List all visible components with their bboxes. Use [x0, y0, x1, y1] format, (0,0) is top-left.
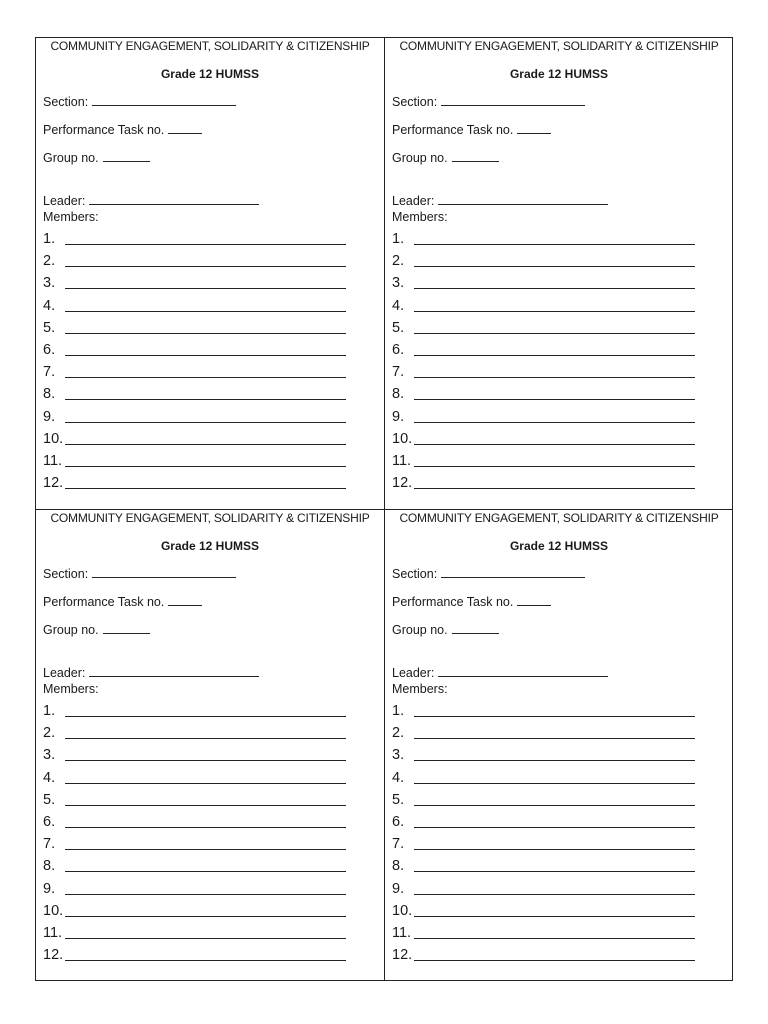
member-name-blank[interactable] — [65, 244, 346, 245]
member-number: 6. — [392, 813, 405, 830]
member-number: 8. — [43, 386, 56, 403]
group-blank[interactable] — [103, 150, 150, 162]
member-row[interactable] — [392, 274, 712, 296]
member-name-blank[interactable] — [65, 333, 346, 334]
member-name-blank[interactable] — [414, 333, 695, 334]
member-number: 11. — [392, 452, 412, 469]
member-name-blank[interactable] — [414, 311, 695, 312]
member-name-blank[interactable] — [414, 288, 695, 289]
member-name-blank[interactable] — [65, 422, 346, 423]
member-row[interactable] — [43, 430, 363, 452]
member-name-blank[interactable] — [65, 399, 346, 400]
member-number: 7. — [43, 836, 56, 853]
member-row[interactable] — [43, 813, 363, 835]
member-number: 11. — [43, 452, 63, 469]
member-name-blank[interactable] — [414, 716, 695, 717]
member-row[interactable] — [392, 835, 712, 857]
member-number: 9. — [43, 408, 56, 425]
member-name-blank[interactable] — [414, 466, 695, 467]
member-row[interactable] — [43, 791, 363, 813]
members-label: Members: — [392, 210, 448, 224]
leader-field[interactable] — [43, 665, 259, 680]
member-row[interactable] — [43, 297, 363, 319]
member-name-blank[interactable] — [414, 355, 695, 356]
task-label: Performance Task no. — [43, 123, 165, 137]
member-number: 12. — [43, 475, 64, 492]
member-number: 2. — [392, 725, 405, 742]
member-name-blank[interactable] — [414, 783, 695, 784]
member-row[interactable] — [43, 452, 363, 474]
group-label: Group no. — [43, 623, 99, 637]
members-list — [43, 230, 363, 496]
task-blank[interactable] — [168, 594, 202, 606]
member-number: 12. — [392, 947, 413, 964]
group-label: Group no. — [43, 151, 99, 165]
members-list — [43, 702, 363, 968]
member-number: 3. — [43, 275, 56, 292]
form-title: COMMUNITY ENGAGEMENT, SOLIDARITY & CITIZENSHIP — [399, 39, 719, 53]
members-label: Members: — [392, 682, 448, 696]
form-title: COMMUNITY ENGAGEMENT, SOLIDARITY & CITIZENSHIP — [50, 511, 370, 525]
leader-blank[interactable] — [438, 665, 608, 677]
member-row[interactable] — [392, 430, 712, 452]
member-number: 11. — [43, 924, 63, 941]
leader-blank[interactable] — [89, 665, 259, 677]
group-blank[interactable] — [452, 150, 499, 162]
group-field[interactable] — [43, 150, 150, 165]
members-list — [392, 230, 712, 496]
task-blank[interactable] — [168, 122, 202, 134]
member-name-blank[interactable] — [65, 288, 346, 289]
member-number: 9. — [392, 880, 405, 897]
leader-label: Leader: — [43, 194, 86, 208]
member-name-blank[interactable] — [65, 444, 346, 445]
member-row[interactable] — [43, 769, 363, 791]
task-blank[interactable] — [517, 122, 551, 134]
task-field[interactable] — [392, 594, 551, 609]
task-label: Performance Task no. — [43, 595, 165, 609]
member-number: 2. — [43, 253, 56, 270]
member-row[interactable] — [43, 702, 363, 724]
member-name-blank[interactable] — [414, 760, 695, 761]
member-row[interactable] — [43, 274, 363, 296]
section-field[interactable] — [392, 94, 585, 109]
member-number: 1. — [392, 703, 405, 719]
member-row[interactable] — [392, 408, 712, 430]
section-blank[interactable] — [441, 566, 585, 578]
members-list — [392, 702, 712, 968]
member-row[interactable] — [43, 408, 363, 430]
section-field[interactable] — [43, 94, 236, 109]
member-name-blank[interactable] — [414, 916, 695, 917]
group-label: Group no. — [392, 151, 448, 165]
group-form-card-3 — [36, 510, 384, 981]
member-name-blank[interactable] — [414, 488, 695, 489]
member-row[interactable] — [43, 385, 363, 407]
section-blank[interactable] — [92, 566, 236, 578]
member-name-blank[interactable] — [65, 805, 346, 806]
member-name-blank[interactable] — [414, 244, 695, 245]
task-field[interactable] — [43, 122, 202, 137]
member-number: 3. — [43, 747, 56, 764]
leader-label: Leader: — [43, 666, 86, 680]
member-row[interactable] — [392, 769, 712, 791]
member-row[interactable] — [43, 902, 363, 924]
member-row[interactable] — [43, 363, 363, 385]
member-number: 12. — [392, 475, 413, 492]
member-row[interactable] — [43, 474, 363, 496]
member-name-blank[interactable] — [414, 871, 695, 872]
member-row[interactable] — [43, 341, 363, 363]
member-name-blank[interactable] — [414, 960, 695, 961]
member-name-blank[interactable] — [65, 827, 346, 828]
member-number: 2. — [43, 725, 56, 742]
group-label: Group no. — [392, 623, 448, 637]
member-name-blank[interactable] — [65, 760, 346, 761]
member-number: 12. — [43, 947, 64, 964]
member-row[interactable] — [43, 319, 363, 341]
member-number: 9. — [392, 408, 405, 425]
member-row[interactable] — [43, 230, 363, 252]
member-number: 8. — [392, 858, 405, 875]
group-field[interactable] — [43, 622, 150, 637]
member-number: 7. — [392, 364, 405, 381]
leader-label: Leader: — [392, 666, 435, 680]
member-name-blank[interactable] — [65, 466, 346, 467]
grade-heading: Grade 12 HUMSS — [160, 67, 260, 81]
section-label: Section: — [43, 95, 89, 109]
member-name-blank[interactable] — [65, 355, 346, 356]
member-row[interactable] — [392, 230, 712, 252]
group-form-card-2 — [385, 38, 733, 509]
member-row[interactable] — [43, 857, 363, 879]
form-sheet — [35, 37, 733, 981]
member-number: 10. — [43, 430, 64, 447]
member-number: 6. — [392, 341, 405, 358]
group-form-card-4 — [385, 510, 733, 981]
member-row[interactable] — [392, 924, 712, 946]
member-row[interactable] — [392, 880, 712, 902]
member-name-blank[interactable] — [65, 938, 346, 939]
members-label: Members: — [43, 682, 99, 696]
member-number: 2. — [392, 253, 405, 270]
member-name-blank[interactable] — [414, 377, 695, 378]
member-number: 4. — [43, 769, 56, 786]
member-number: 3. — [392, 275, 405, 292]
member-row[interactable] — [392, 452, 712, 474]
member-name-blank[interactable] — [65, 894, 346, 895]
task-field[interactable] — [392, 122, 551, 137]
task-field[interactable] — [43, 594, 202, 609]
member-name-blank[interactable] — [414, 894, 695, 895]
member-row[interactable] — [392, 385, 712, 407]
leader-label: Leader: — [392, 194, 435, 208]
group-field[interactable] — [392, 622, 499, 637]
group-blank[interactable] — [103, 622, 150, 634]
member-row[interactable] — [392, 474, 712, 496]
form-title: COMMUNITY ENGAGEMENT, SOLIDARITY & CITIZENSHIP — [399, 511, 719, 525]
member-row[interactable] — [392, 319, 712, 341]
grade-heading: Grade 12 HUMSS — [509, 539, 609, 553]
task-blank[interactable] — [517, 594, 551, 606]
member-number: 7. — [43, 364, 56, 381]
member-row[interactable] — [43, 880, 363, 902]
member-name-blank[interactable] — [65, 377, 346, 378]
member-row[interactable] — [392, 813, 712, 835]
member-name-blank[interactable] — [65, 738, 346, 739]
section-field[interactable] — [392, 566, 585, 581]
member-row[interactable] — [392, 746, 712, 768]
member-name-blank[interactable] — [414, 444, 695, 445]
member-number: 1. — [392, 231, 405, 247]
member-row[interactable] — [43, 946, 363, 968]
leader-blank[interactable] — [438, 193, 608, 205]
member-name-blank[interactable] — [414, 805, 695, 806]
member-name-blank[interactable] — [414, 738, 695, 739]
member-number: 5. — [392, 319, 405, 336]
member-name-blank[interactable] — [414, 422, 695, 423]
member-name-blank[interactable] — [65, 311, 346, 312]
task-label: Performance Task no. — [392, 595, 514, 609]
member-name-blank[interactable] — [65, 266, 346, 267]
member-number: 9. — [43, 880, 56, 897]
member-row[interactable] — [43, 724, 363, 746]
member-row[interactable] — [392, 297, 712, 319]
member-row[interactable] — [392, 724, 712, 746]
member-row[interactable] — [392, 363, 712, 385]
grade-heading: Grade 12 HUMSS — [509, 67, 609, 81]
member-row[interactable] — [392, 702, 712, 724]
group-form-card-1 — [36, 38, 384, 509]
member-number: 7. — [392, 836, 405, 853]
member-name-blank[interactable] — [65, 488, 346, 489]
member-number: 1. — [43, 703, 56, 719]
section-label: Section: — [392, 567, 438, 581]
member-row[interactable] — [392, 857, 712, 879]
member-row[interactable] — [392, 791, 712, 813]
section-field[interactable] — [43, 566, 236, 581]
member-name-blank[interactable] — [414, 827, 695, 828]
member-number: 4. — [43, 297, 56, 314]
member-row[interactable] — [392, 252, 712, 274]
member-row[interactable] — [392, 341, 712, 363]
member-row[interactable] — [43, 746, 363, 768]
group-field[interactable] — [392, 150, 499, 165]
member-name-blank[interactable] — [65, 849, 346, 850]
member-name-blank[interactable] — [65, 871, 346, 872]
member-number: 10. — [392, 430, 413, 447]
member-name-blank[interactable] — [65, 716, 346, 717]
member-number: 10. — [43, 902, 64, 919]
member-number: 5. — [392, 791, 405, 808]
section-label: Section: — [392, 95, 438, 109]
leader-field[interactable] — [392, 193, 608, 208]
member-row[interactable] — [43, 924, 363, 946]
member-number: 6. — [43, 341, 56, 358]
member-number: 3. — [392, 747, 405, 764]
member-number: 4. — [392, 297, 405, 314]
member-number: 1. — [43, 231, 56, 247]
member-name-blank[interactable] — [414, 849, 695, 850]
grade-heading: Grade 12 HUMSS — [160, 539, 260, 553]
member-name-blank[interactable] — [414, 266, 695, 267]
member-number: 11. — [392, 924, 412, 941]
member-name-blank[interactable] — [414, 399, 695, 400]
leader-blank[interactable] — [89, 193, 259, 205]
member-name-blank[interactable] — [65, 960, 346, 961]
member-name-blank[interactable] — [414, 938, 695, 939]
member-number: 10. — [392, 902, 413, 919]
member-number: 4. — [392, 769, 405, 786]
member-number: 6. — [43, 813, 56, 830]
leader-field[interactable] — [392, 665, 608, 680]
member-row[interactable] — [392, 902, 712, 924]
member-row[interactable] — [43, 252, 363, 274]
leader-field[interactable] — [43, 193, 259, 208]
section-label: Section: — [43, 567, 89, 581]
group-blank[interactable] — [452, 622, 499, 634]
section-blank[interactable] — [92, 94, 236, 106]
member-row[interactable] — [392, 946, 712, 968]
members-label: Members: — [43, 210, 99, 224]
member-row[interactable] — [43, 835, 363, 857]
task-label: Performance Task no. — [392, 123, 514, 137]
member-name-blank[interactable] — [65, 916, 346, 917]
section-blank[interactable] — [441, 94, 585, 106]
member-number: 5. — [43, 791, 56, 808]
member-number: 5. — [43, 319, 56, 336]
form-title: COMMUNITY ENGAGEMENT, SOLIDARITY & CITIZENSHIP — [50, 39, 370, 53]
member-number: 8. — [392, 386, 405, 403]
member-number: 8. — [43, 858, 56, 875]
member-name-blank[interactable] — [65, 783, 346, 784]
